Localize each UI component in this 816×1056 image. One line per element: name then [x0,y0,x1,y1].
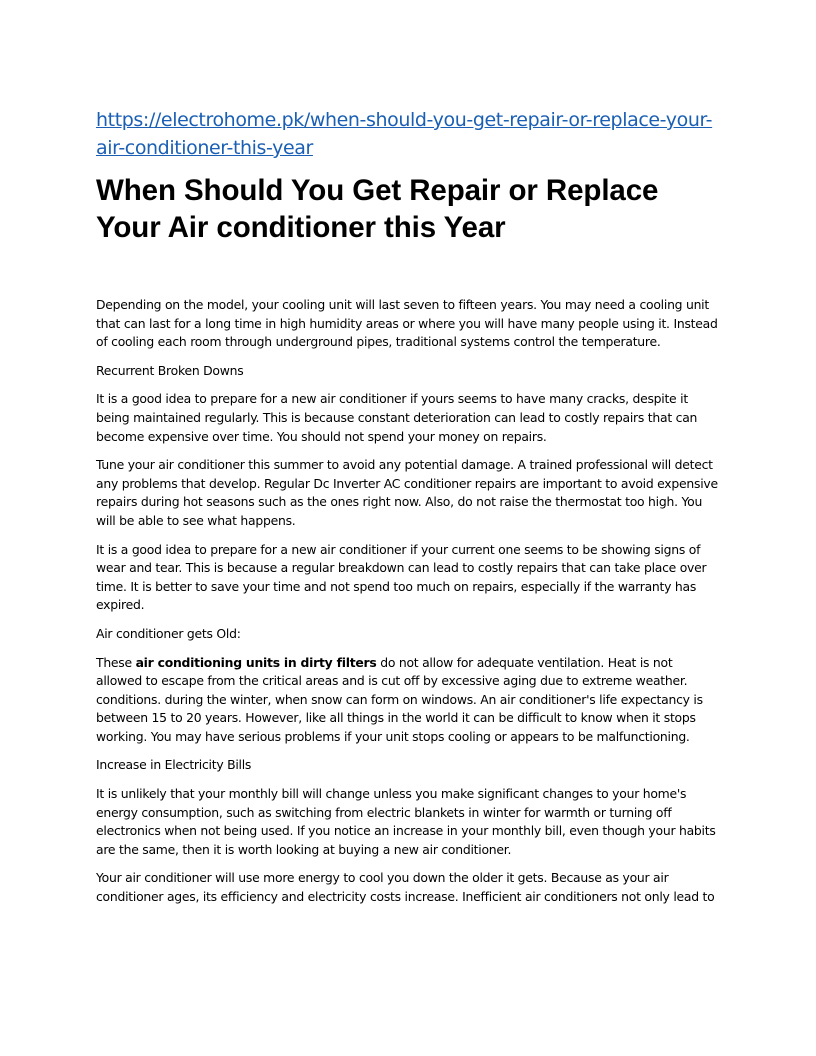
section-heading-broken-downs: Recurrent Broken Downs [96,362,244,378]
paragraph-broken-downs-2: Tune your air conditioner this summer to avoid any potential damage. A trained professional will detect any problems that develop. Regular Dc Inverter AC conditioner repairs are important to avoid expensive repairs during hot seasons such as the ones right now. Also, do not raise the thermostat too high. You will be able to see what happens. [96,457,718,528]
section-heading-gets-old: Air conditioner gets Old: [96,625,241,641]
paragraph-gets-old-1 [96,654,722,747]
document-page [96,106,722,917]
article-title: When Should You Get Repair or Replace Your Air conditioner this Year [96,174,659,244]
article-body [96,296,722,907]
bold-keyword-phrase: air conditioning units in dirty filters [135,654,377,670]
paragraph-broken-downs-3: It is a good idea to prepare for a new air conditioner if your current one seems to be showing signs of wear and tear. This is because a regular breakdown can lead to costly repairs that can take place over time. It is better to save your time and not spend too much on repairs, especially if the warranty has expired. [96,541,707,613]
paragraph-electricity-bills-1: It is unlikely that your monthly bill will change unless you make significant changes to your home's energy consumption, such as switching from electric blankets in winter for warmth or turning off electronics when not being used. If you notice an increase in your monthly bill, even though your habits are the same, then it is worth looking at buying a new air conditioner. [96,786,716,857]
paragraph-broken-downs-1: It is a good idea to prepare for a new air conditioner if yours seems to have many cracks, despite it being maintained regularly. This is because constant deterioration can lead to costly repairs that can become expensive over time. You should not spend your money on repairs. [96,391,698,444]
paragraph-rest-text: do not allow for adequate ventilation. Heat is not allowed to escape from the critical areas and is cut off by excessive aging due to extreme weather. conditions. during the winter, when snow can form on windows. An air conditioner's life expectancy is between 15 to 20 years. However, like all things in the world it can be difficult to know when it stops working. You may have serious problems if your unit stops cooling or appears to be malfunctioning. [96,654,703,744]
section-heading-electricity-bills: Increase in Electricity Bills [96,757,252,773]
paragraph-electricity-bills-2: Your air conditioner will use more energy to cool you down the older it gets. Because as your air conditioner ages, its efficiency and electricity costs increase. Inefficient air conditioners not only lead to [96,870,715,905]
intro-paragraph: Depending on the model, your cooling unit will last seven to fifteen years. You may need a cooling unit that can last for a long time in high humidity areas or where you will have many people using it. Instead of cooling each room through underground pipes, traditional systems control the temperature. [96,297,718,350]
source-url-link[interactable]: https://electrohome.pk/when-should-you-get-repair-or-replace-your-air-conditioner-this-year [96,109,713,159]
paragraph-lead-text: These [96,654,136,670]
